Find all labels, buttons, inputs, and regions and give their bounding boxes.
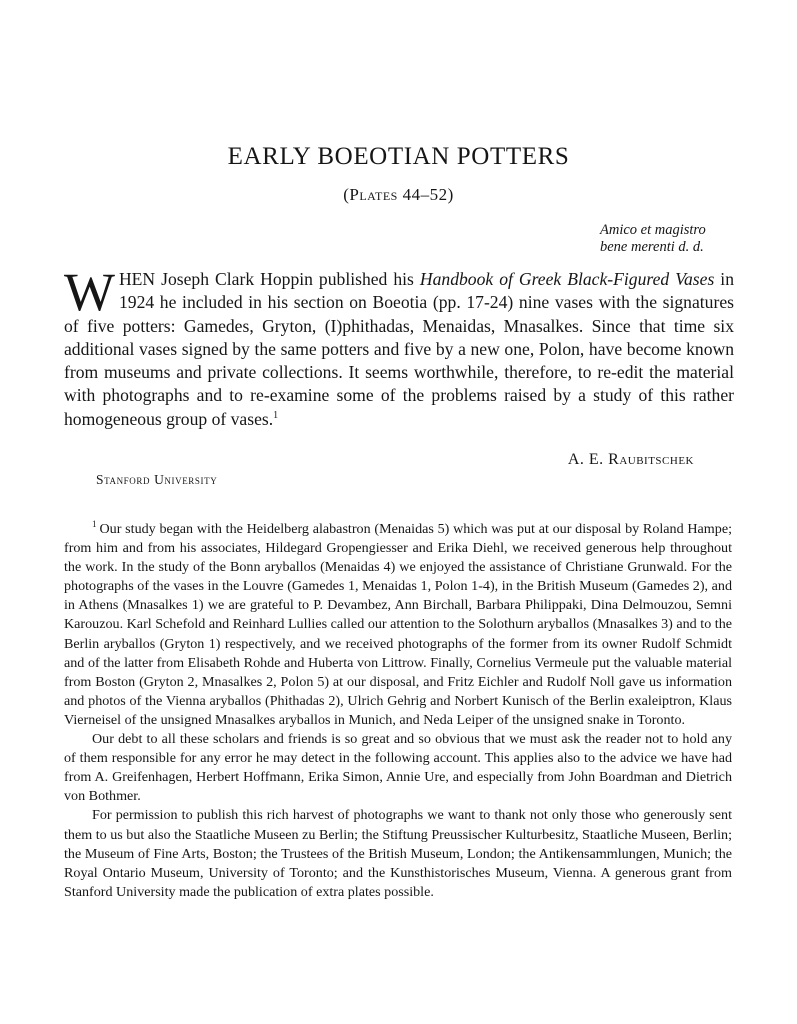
footnote-text-1: Our study began with the Heidelberg alabastron (Menaidas 5) which was put at our disposal by Roland Hampe; from him and from his associates, Hildegard Gropengiesser and Erika Diehl, we received generous help throughout the work. In the study of the Bonn aryballos (Menaidas 4) we enjoyed the assistance of Christiane Grunwald. For the photographs of the vases in the Louvre (Gamedes 1, Menaidas 1, Polon 1-4), in the British Museum (Gamedes 2), and in Athens (Mnasalkes 1) we are grateful to P. Devambez, Ann Birchall, Barbara Philippaki, Dina Delmouzou, Semni Karouzou. Karl Schefold and Reinhard Lullies called our attention to the Solothurn aryballos (Mnasalkes 3) and to the Berlin aryballos (Gryton 1) respectively, and we received photographs of the former from its owner Rudolf Schmidt and of the latter from Elisabeth Rohde and Huberta von Littrow. Finally, Cornelius Vermeule put the valuable material from Boston (Gryton 2, Mnasalkes 2, Polon 5) at our disposal, and Fritz Eichler and Rudolf Noll gave us information and photos of the Vienna aryballos (Phithadas 2), Ulrich Gehrig and Norbert Kunisch of the Berlin exaleiptron, Klaus Vierneisel of the unsigned Mnasalkes aryballos in Munich, and Neda Leiper of the unsigned snake in Toronto. <box>64 521 732 728</box>
intro-text-1: HEN Joseph Clark Hoppin published his <box>118 269 420 289</box>
plates-reference: (Plates 44–52) <box>343 185 454 204</box>
dedication-line-1: Amico et magistro <box>600 222 706 238</box>
footnote-paragraph-2: Our debt to all these scholars and friends is so great and so obvious that we must ask the reader not to hold any of them responsible for any error he may detect in the following account. This applies also to the advice we have had from A. Greifenhagen, Herbert Hoffmann, Erika Simon, Annie Ure, and especially from John Boardman and Dietrich von Bothmer. <box>64 731 732 805</box>
footnote <box>64 520 732 902</box>
book-title: Handbook of Greek Black-Figured Vases <box>419 269 715 289</box>
footnote-reference: 1 <box>273 409 279 421</box>
dedication-line-2: bene merenti d. d. <box>600 239 704 255</box>
drop-cap: W <box>64 262 115 322</box>
author-name: A. E. Raubitschek <box>567 451 694 468</box>
author-affiliation: Stanford University <box>96 472 218 487</box>
intro-paragraph <box>64 262 734 431</box>
footnote-paragraph-3: For permission to publish this rich harvest of photographs we want to thank not only those who generously sent them to us but also the Staatliche Museen zu Berlin; the Stiftung Preussischer Kulturbesitz, Staatliche Museen, Berlin; the Museum of Fine Arts, Boston; the Trustees of the British Museum, London; the Antikensammlungen, Munich; the Royal Ontario Museum, University of Toronto; and the Kunsthistorisches Museum, Vienna. A generous grant from Stanford University made the publication of extra plates possible. <box>64 807 732 900</box>
dedication <box>600 222 780 256</box>
footnote-marker: 1 <box>92 519 97 530</box>
intro-text-2: in 1924 he included in his section on Boeotia (pp. 17-24) nine vases with the signatures of five potters: Gamedes, Gryton, (I)phithadas, Menaidas, Mnasalkes. Since that time six additional vases signed by the same potters and five by a new one, Polon, have become known from museums and private collections. It seems worthwhile, therefore, to re-edit the material with photographs and to re-examine some of the problems raised by a study of this rather homogeneous group of vases. <box>64 269 734 429</box>
article-title: EARLY BOEOTIAN POTTERS <box>227 143 570 170</box>
footnote-paragraph-1 <box>64 520 732 730</box>
